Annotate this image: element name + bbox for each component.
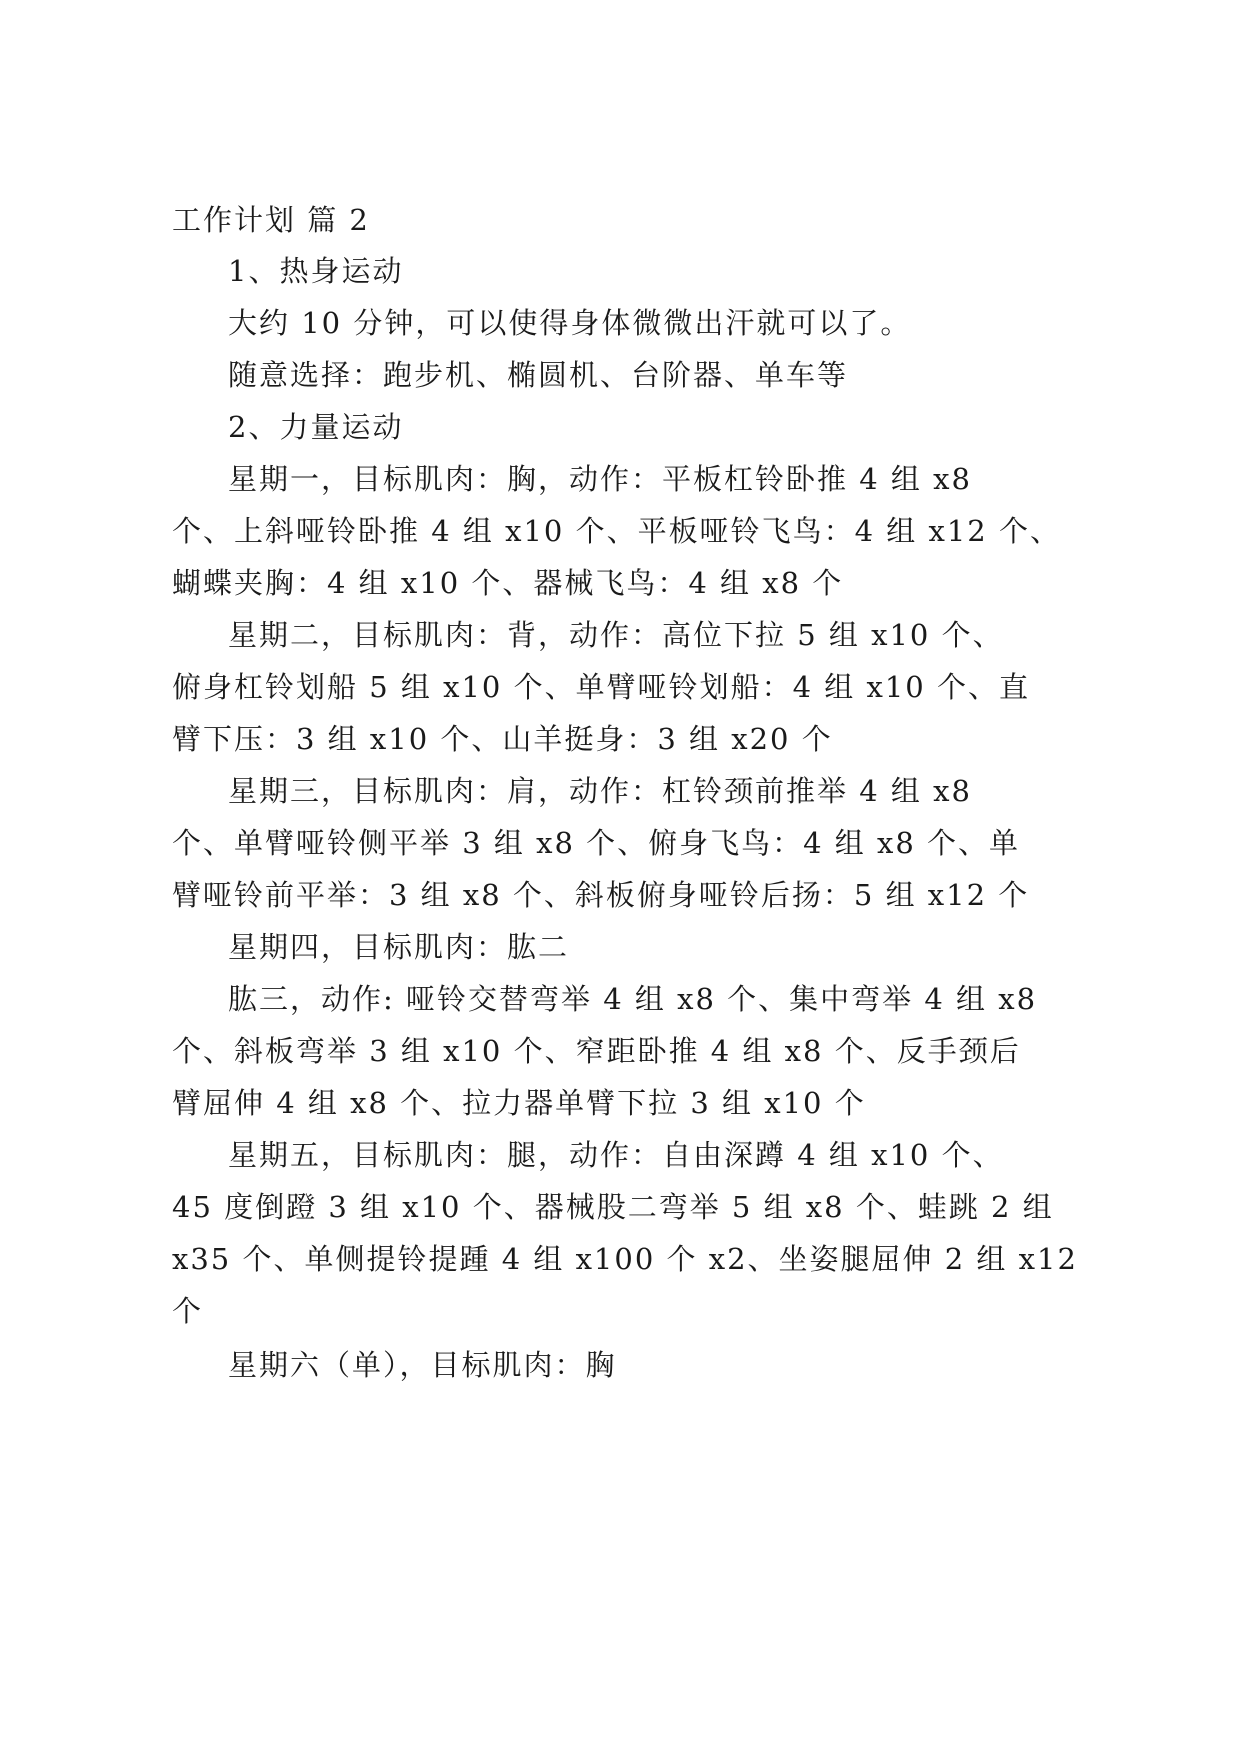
paragraph-line: 臂下压：3 组 x10 个、山羊挺身：3 组 x20 个 [172, 722, 833, 756]
paragraph-line: 星期一，目标肌肉：胸，动作：平板杠铃卧推 4 组 x8 [228, 462, 972, 496]
paragraph-line: 星期三，目标肌肉：肩，动作：杠铃颈前推举 4 组 x8 [228, 774, 972, 808]
paragraph-line: 星期四，目标肌肉：肱二 [228, 930, 570, 964]
paragraph-line: 大约 10 分钟，可以使得身体微微出汗就可以了。 [228, 306, 912, 340]
paragraph-line: 个、斜板弯举 3 组 x10 个、窄距卧推 4 组 x8 个、反手颈后 [172, 1034, 1021, 1068]
paragraph-line: 2、力量运动 [228, 410, 404, 444]
paragraph-line: 星期二，目标肌肉：背，动作：高位下拉 5 组 x10 个、 [228, 618, 1004, 652]
paragraph-line: x35 个、单侧提铃提踵 4 组 x100 个 x2、坐姿腿屈伸 2 组 x12 [172, 1242, 1078, 1276]
paragraph-line: 1、热身运动 [228, 254, 404, 288]
document-title: 工作计划 篇 2 [172, 203, 370, 237]
paragraph-line: 臂屈伸 4 组 x8 个、拉力器单臂下拉 3 组 x10 个 [172, 1086, 866, 1120]
paragraph-line: 随意选择：跑步机、椭圆机、台阶器、单车等 [228, 358, 849, 392]
paragraph-line: 个、上斜哑铃卧推 4 组 x10 个、平板哑铃飞鸟：4 组 x12 个、 [172, 514, 1061, 548]
paragraph-line: 俯身杠铃划船 5 组 x10 个、单臂哑铃划船：4 组 x10 个、直 [172, 670, 1030, 704]
paragraph-line: 星期五，目标肌肉：腿，动作：自由深蹲 4 组 x10 个、 [228, 1138, 1004, 1172]
paragraph-line: 星期六（单），目标肌肉：胸 [228, 1348, 617, 1382]
paragraph-line: 蝴蝶夹胸：4 组 x10 个、器械飞鸟：4 组 x8 个 [172, 566, 844, 600]
paragraph-line: 45 度倒蹬 3 组 x10 个、器械股二弯举 5 组 x8 个、蛙跳 2 组 [172, 1190, 1054, 1224]
paragraph-line: 肱三，动作: 哑铃交替弯举 4 组 x8 个、集中弯举 4 组 x8 [228, 982, 1038, 1016]
paragraph-line: 臂哑铃前平举：3 组 x8 个、斜板俯身哑铃后扬：5 组 x12 个 [172, 878, 1030, 912]
paragraph-line: 个、单臂哑铃侧平举 3 组 x8 个、俯身飞鸟：4 组 x8 个、单 [172, 826, 1021, 860]
paragraph-line: 个 [172, 1294, 204, 1328]
